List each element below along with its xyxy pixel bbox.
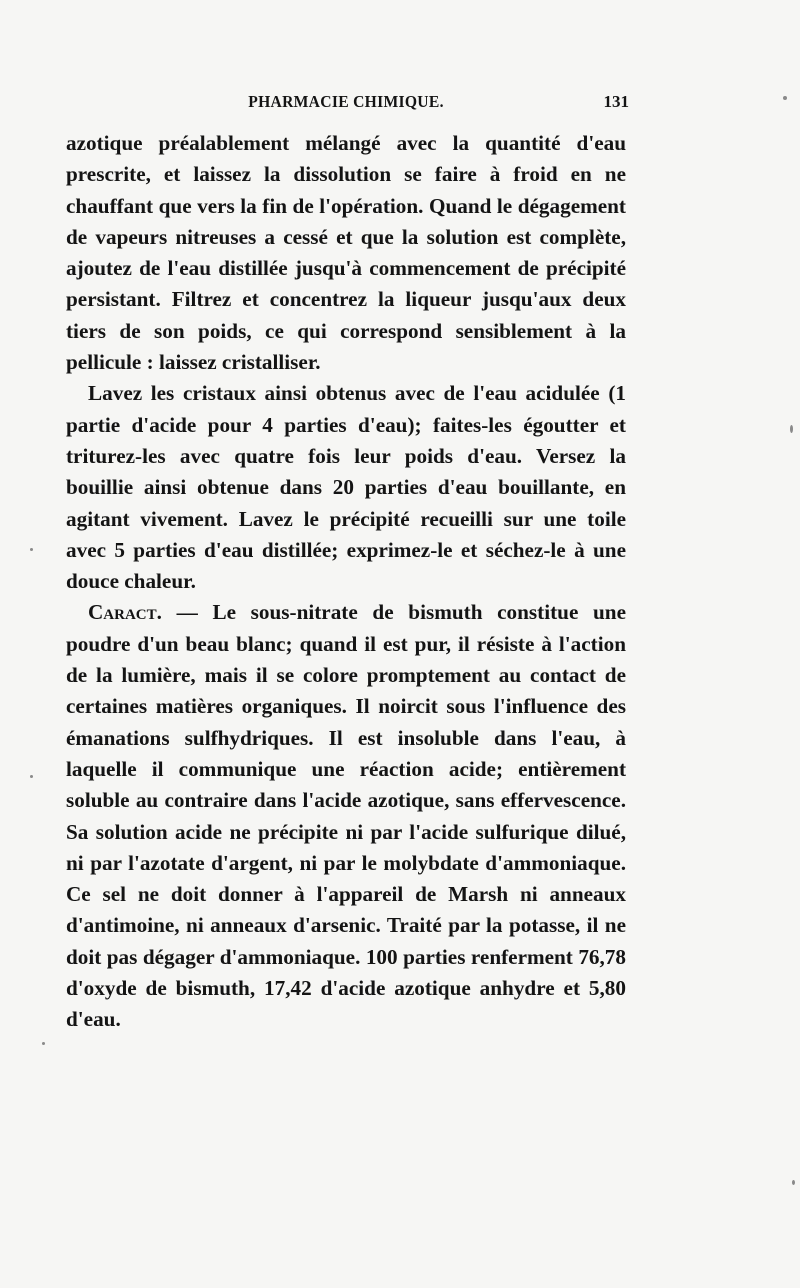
scan-speck — [42, 1042, 45, 1045]
scan-speck — [790, 425, 793, 433]
scan-speck — [783, 96, 787, 100]
page-number: 131 — [603, 92, 629, 111]
page-header — [66, 92, 629, 118]
body-text — [66, 128, 626, 1036]
paragraph-characteristics — [66, 597, 626, 1035]
scan-speck — [792, 1180, 795, 1185]
characteristics-lead: Caract. — [88, 600, 162, 625]
paragraph-preparation-continued: azotique préalablement mélangé avec la quantité d'eau prescrite, et laissez la dissolution se faire à froid en ne chauffant que vers la fin de l'opération. Quand le dégagement de vapeurs nitreuses a cessé et que la solution est complète, ajoutez de l'eau distillée jusqu'à commencement de précipité persistant. Filtrez et concentrez la liqueur jusqu'aux deux tiers de son poids, ce qui correspond sensiblement à la pellicule : laissez cristalliser. — [66, 131, 626, 375]
running-title: PHARMACIE CHIMIQUE. — [248, 92, 444, 111]
scan-speck — [30, 775, 33, 778]
paragraph-washing: Lavez les cristaux ainsi obtenus avec de l'eau acidulée (1 partie d'acide pour 4 parties d'eau); faites-les égoutter et triturez-les avec quatre fois leur poids d'eau. Versez la bouillie ainsi obtenue dans 20 parties d'eau bouillante, en agitant vivement. Lavez le précipité recueilli sur une toile avec 5 parties d'eau distillée; exprimez-le et séchez-le à une douce chaleur. — [66, 381, 626, 594]
characteristics-text: — Le sous-nitrate de bismuth constitue une poudre d'un beau blanc; quand il est pur, il résiste à l'action de la lumière, mais il se colore promptement au contact de certaines matières organiques. Il noircit sous l'influence des émanations sulfhydriques. Il est insoluble dans l'eau, à laquelle il communique une réaction acide; entièrement soluble au contraire dans l'acide azotique, sans effervescence. Sa solution acide ne précipite ni par l'acide sulfurique dilué, ni par l'azotate d'argent, ni par le molybdate d'ammoniaque. Ce sel ne doit donner à l'appareil de Marsh ni anneaux d'antimoine, ni anneaux d'arsenic. Traité par la potasse, il ne doit pas dégager d'ammoniaque. 100 parties renferment 76,78 d'oxyde de bismuth, 17,42 d'acide azotique anhydre et 5,80 d'eau. — [66, 600, 626, 1032]
scan-speck — [30, 548, 33, 551]
